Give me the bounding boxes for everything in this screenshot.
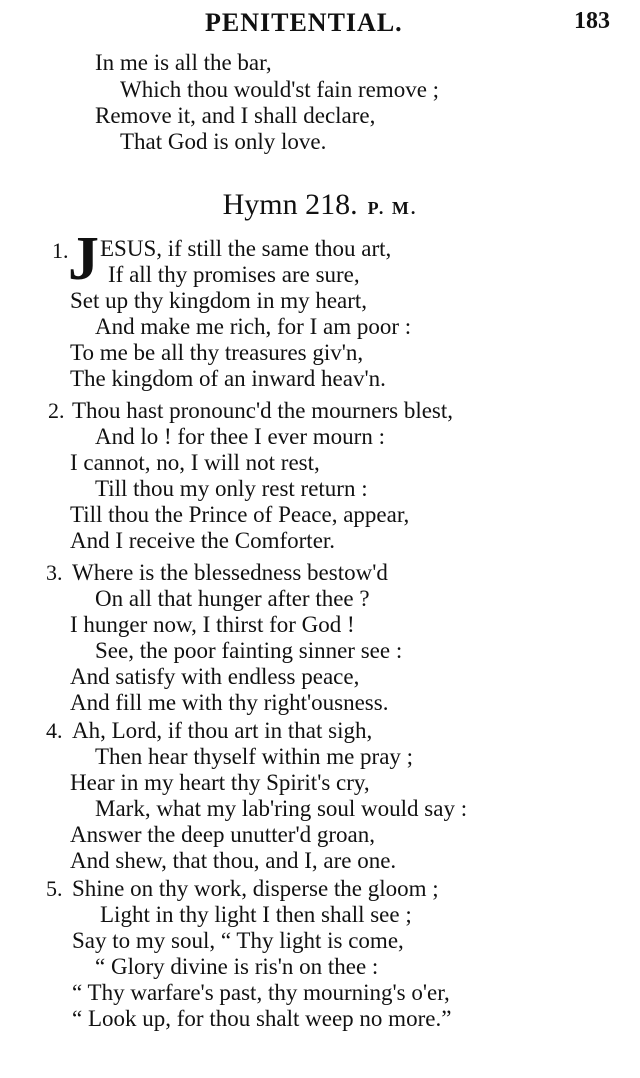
verse-line: And I receive the Comforter.: [70, 528, 336, 553]
verse-line: In me is all the bar,: [95, 50, 272, 75]
verse-line: Light in thy light I then shall see ;: [100, 902, 412, 927]
page-number: 183: [574, 8, 610, 34]
verse-line: I cannot, no, I will not rest,: [70, 450, 320, 475]
verse-line: Remove it, and I shall declare,: [95, 103, 376, 128]
verse-line: Till thou the Prince of Peace, appear,: [70, 502, 410, 527]
verse-line: “ Glory divine is ris'n on thee :: [95, 954, 379, 979]
verse-line: And shew, that thou, and I, are one.: [70, 848, 397, 873]
verse-line: If all thy promises are sure,: [108, 262, 360, 287]
verse-line: That God is only love.: [120, 129, 327, 154]
drop-cap: J: [68, 225, 99, 293]
stanza-number: 5.: [46, 876, 63, 901]
stanza-number: 2.: [48, 398, 65, 423]
verse-line: The kingdom of an inward heav'n.: [70, 366, 386, 391]
verse-line: And satisfy with endless peace,: [70, 664, 360, 689]
hymn-meter: P. M.: [367, 198, 418, 218]
verse-line: ESUS, if still the same thou art,: [100, 236, 392, 261]
verse-line: And fill me with thy right'ousness.: [70, 690, 389, 715]
verse-line: On all that hunger after thee ?: [95, 586, 370, 611]
stanza-number: 4.: [46, 718, 63, 743]
hymn-title: Hymn 218.: [222, 188, 358, 221]
verse-line: And lo ! for thee I ever mourn :: [95, 424, 385, 449]
verse-line: Hear in my heart thy Spirit's cry,: [70, 770, 370, 795]
hymn-heading: [0, 188, 640, 222]
verse-line: Till thou my only rest return :: [95, 476, 368, 501]
verse-line: Mark, what my lab'ring soul would say :: [95, 796, 468, 821]
verse-line: Set up thy kingdom in my heart,: [70, 288, 368, 313]
verse-line: Say to my soul, “ Thy light is come,: [72, 928, 404, 953]
verse-line: Where is the blessedness bestow'd: [72, 560, 388, 585]
running-head-title: PENITENTIAL.: [205, 8, 403, 37]
verse-line: Which thou would'st fain remove ;: [120, 77, 440, 102]
running-head: [0, 8, 640, 38]
verse-line: I hunger now, I thirst for God !: [70, 612, 355, 637]
verse-line: Shine on thy work, disperse the gloom ;: [72, 876, 439, 901]
verse-line: Then hear thyself within me pray ;: [95, 744, 414, 769]
verse-line: Answer the deep unutter'd groan,: [70, 822, 375, 847]
stanza-number: 1.: [52, 238, 69, 263]
verse-line: Ah, Lord, if thou art in that sigh,: [72, 718, 373, 743]
verse-line: “ Thy warfare's past, thy mourning's o'er,: [72, 980, 450, 1005]
verse-line: See, the poor fainting sinner see :: [95, 638, 403, 663]
verse-line: Thou hast pronounc'd the mourners blest,: [72, 398, 454, 423]
verse-line: And make me rich, for I am poor :: [95, 314, 412, 339]
verse-line: To me be all thy treasures giv'n,: [70, 340, 364, 365]
stanza-number: 3.: [46, 560, 63, 585]
verse-line: “ Look up, for thou shalt weep no more.”: [72, 1006, 452, 1031]
